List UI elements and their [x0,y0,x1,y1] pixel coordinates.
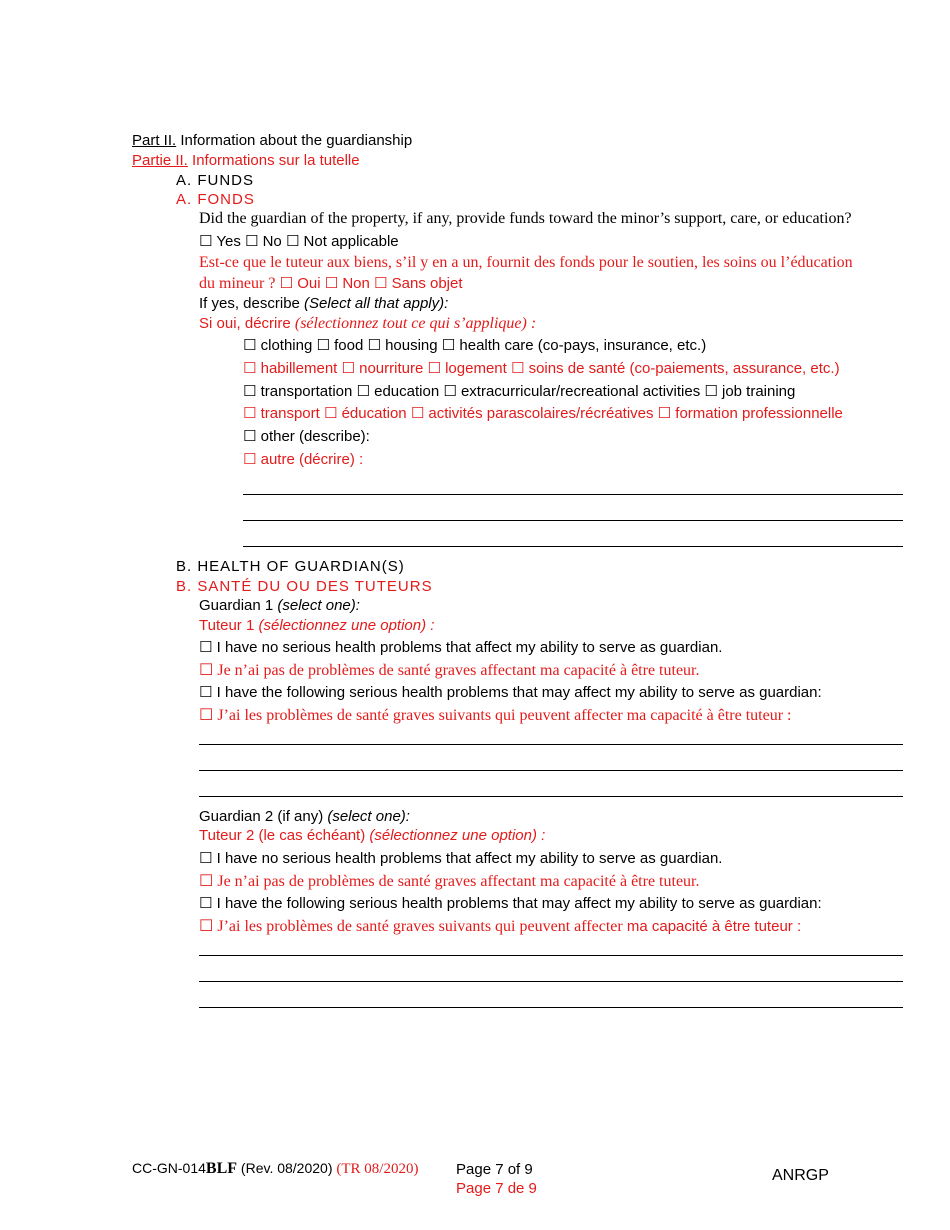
guardian2-title-en: Guardian 2 (if any) [199,808,328,825]
guardian2-note-fr: (sélectionnez une option) : [369,827,546,844]
guardian2-note-en: (select one): [327,808,410,825]
other-describe-line-3[interactable] [243,546,903,547]
guardian2-problems-line-3[interactable] [199,1007,903,1008]
guardian1-title-en: Guardian 1 [199,597,278,614]
describe-fr [199,314,536,334]
describe-en-note: (Select all that apply): [304,295,449,312]
fund-options-en-2[interactable]: ☐ transportation ☐ education ☐ extracurricular/recreational activities ☐ job training [243,383,796,400]
other-describe-line-1[interactable] [243,494,903,495]
form-code-suffix: BLF [205,1160,238,1177]
guardian2-title-fr: Tuteur 2 (le cas échéant) [199,827,370,844]
guardian1-problems-line-2[interactable] [199,770,903,771]
section-a-heading-en: A. FUNDS [176,172,255,189]
guardian1-label-fr [199,616,434,636]
org-acronym: ANRGP [772,1167,829,1184]
guardian2-label-en [199,807,410,827]
guardian1-note-en: (select one): [277,597,360,614]
guardian1-note-fr: (sélectionnez une option) : [258,617,435,634]
funds-question-en: Did the guardian of the property, if any, provide funds toward the minor’s support, care, or education? [199,210,852,227]
form-code-prefix: CC-GN-014 [132,1160,206,1176]
guardian1-no-problems-fr[interactable]: ☐ Je n’ai pas de problèmes de santé graves affectant ma capacité à être tuteur. [199,662,700,679]
guardian1-problems-line-1[interactable] [199,744,903,745]
guardian2-has-problems-fr-end: ma capacité à être tuteur : [622,918,802,935]
guardian2-problems-line-1[interactable] [199,955,903,956]
funds-question-fr-line1: Est-ce que le tuteur aux biens, s’il y en a un, fournit des fonds pour le soutien, les soins ou l’éducation [199,254,853,271]
guardian2-has-problems-fr[interactable] [199,917,801,937]
describe-fr-note: (sélectionnez tout ce qui s’applique) : [294,315,537,332]
guardian2-has-problems-fr-start: ☐ J’ai les problèmes de santé graves suivants qui peuvent affecter [199,918,623,935]
guardian1-no-problems-en[interactable]: ☐ I have no serious health problems that affect my ability to serve as guardian. [199,639,723,656]
guardian1-label-en [199,596,360,616]
guardian2-problems-line-2[interactable] [199,981,903,982]
describe-en-label: If yes, describe [199,295,305,312]
guardian1-problems-line-3[interactable] [199,796,903,797]
guardian2-no-problems-en[interactable]: ☐ I have no serious health problems that affect my ability to serve as guardian. [199,850,723,867]
describe-en [199,294,448,314]
fund-options-fr-1[interactable]: ☐ habillement ☐ nourriture ☐ logement ☐ soins de santé (co-paiements, assurance, etc.) [243,360,840,377]
form-revision: (Rev. 08/2020) [237,1160,337,1176]
funds-question-fr-end: du mineur ? [199,275,276,292]
guardian2-no-problems-fr[interactable]: ☐ Je n’ai pas de problèmes de santé graves affectant ma capacité à être tuteur. [199,873,700,890]
guardian1-has-problems-en[interactable]: ☐ I have the following serious health problems that may affect my ability to serve as guardian: [199,684,822,701]
form-translation-revision: (TR 08/2020) [336,1161,419,1177]
page-number-en: Page 7 of 9 [456,1161,533,1178]
describe-fr-label: Si oui, décrire [199,315,295,332]
part-text-fr: Informations sur la tutelle [187,152,360,169]
guardian1-has-problems-fr[interactable]: ☐ J’ai les problèmes de santé graves suivants qui peuvent affecter ma capacité à être tuteur : [199,707,792,724]
section-a-heading-fr: A. FONDS [176,191,255,208]
part-text-en: Information about the guardianship [176,132,413,149]
funds-answers-en[interactable]: ☐ Yes ☐ No ☐ Not applicable [199,233,399,250]
other-describe-line-2[interactable] [243,520,903,521]
fund-other-en[interactable]: ☐ other (describe): [243,428,370,445]
guardian2-label-fr [199,826,545,846]
part-label-en: Part II. [132,132,177,149]
fund-other-fr[interactable]: ☐ autre (décrire) : [243,451,364,468]
part-title-fr [132,151,360,171]
section-b-heading-fr: B. SANTÉ DU OU DES TUTEURS [176,578,433,595]
fund-options-fr-2[interactable]: ☐ transport ☐ éducation ☐ activités parascolaires/récréatives ☐ formation professionnelle [243,405,843,422]
fund-options-en-1[interactable]: ☐ clothing ☐ food ☐ housing ☐ health care (co-pays, insurance, etc.) [243,337,707,354]
guardian1-title-fr: Tuteur 1 [199,617,259,634]
section-b-heading-en: B. HEALTH OF GUARDIAN(S) [176,558,405,575]
page-number-fr: Page 7 de 9 [456,1180,537,1197]
part-title-en [132,131,412,151]
funds-question-fr-line2 [199,274,463,294]
guardian2-has-problems-en[interactable]: ☐ I have the following serious health problems that may affect my ability to serve as guardian: [199,895,822,912]
funds-answers-fr[interactable]: ☐ Oui ☐ Non ☐ Sans objet [275,275,463,292]
form-code [132,1158,418,1179]
part-label-fr: Partie II. [132,152,188,169]
